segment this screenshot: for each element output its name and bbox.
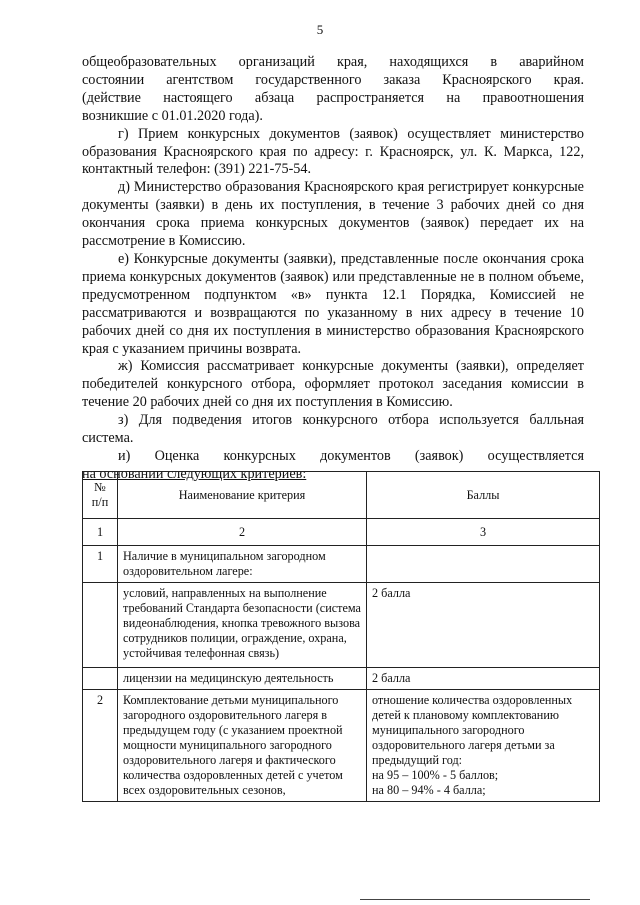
row-points [367, 546, 600, 583]
column-number: 3 [367, 519, 600, 546]
header-criterion: Наименование критерия [118, 472, 367, 519]
paragraph-d: д) Министерство образования Красноярского края регистрирует конкурсные документы (заявки) в день их поступления, в течение 3 рабочих дней со дня окончания срока приема конкурсных документов (заявок) передает их на рассмотрение в Комиссию. [82, 179, 584, 250]
table-header-row [83, 472, 600, 519]
row-number: 1 [83, 546, 118, 583]
paragraph-line: (действие настоящего абзаца распространяется на правоотношения [82, 89, 584, 106]
paragraph-line: возникшие с 01.01.2020 года). [82, 107, 263, 124]
table-row [83, 690, 600, 802]
page-number: 5 [316, 22, 324, 37]
paragraph-line: состоянии агентством государственного заказа Красноярского края. [82, 71, 584, 88]
row-number [83, 583, 118, 668]
paragraph-zh: ж) Комиссия рассматривает конкурсные документы (заявки), определяет победителей конкурсного отбора, оформляет протокол заседания комиссии в течение 20 рабочих дней со дня их поступления в Комиссию. [82, 358, 584, 411]
table-column-numbers-row [83, 519, 600, 546]
header-number: № п/п [83, 472, 118, 519]
row-criterion: Комплектование детьми муниципального загородного оздоровительного лагеря в предыдущем году (с указанием проектной мощности муниципального загородного оздоровительного лагеря и фактического количества оздоровленных детей с учетом всех оздоровительных сезонов, [118, 690, 367, 802]
column-number: 1 [83, 519, 118, 546]
row-criterion: условий, направленных на выполнение требований Стандарта безопасности (система видеонаблюдения, кнопка тревожного вызова сотрудников полиции, ограждение, охрана, устойчивая телефонная связь) [118, 583, 367, 668]
paragraph-i: и) Оценка конкурсных документов (заявок) осуществляется [118, 447, 584, 464]
paragraph-z: з) Для подведения итогов конкурсного отбора используется балльная система. [82, 412, 584, 447]
row-points: 2 балла [367, 583, 600, 668]
row-criterion: лицензии на медицинскую деятельность [118, 668, 367, 690]
points-description: отношение количества оздоровленных детей к плановому комплектованию муниципального загородного оздоровительного лагеря детьми за предыдущий год: [372, 693, 573, 767]
bottom-rule [360, 899, 590, 900]
points-scale-line: на 80 – 94% - 4 балла; [372, 783, 486, 797]
criteria-table [82, 471, 600, 802]
paragraph-e: е) Конкурсные документы (заявки), представленные после окончания срока приема конкурсных документов (заявок) или представленные не в полном объеме, предусмотренном подпунктом «в» пункта 12.1 Порядка, Комиссией не рассматриваются и возвращаются по указанному в них адресу в течение 10 рабочих дней со дня их поступления в министерство образования Красноярского края с указанием причины возврата. [82, 250, 584, 357]
points-scale-line: на 95 – 100% - 5 баллов; [372, 768, 499, 782]
underlined-text: на основании следующих критериев: [82, 465, 307, 482]
table-row [83, 583, 600, 668]
row-points: 2 балла [367, 668, 600, 690]
document-body [82, 54, 584, 484]
column-number: 2 [118, 519, 367, 546]
table-row [83, 668, 600, 690]
row-criterion: Наличие в муниципальном загородном оздоровительном лагере: [118, 546, 367, 583]
row-number [83, 668, 118, 690]
row-points [367, 690, 600, 802]
header-points: Баллы [367, 472, 600, 519]
table-row [83, 546, 600, 583]
paragraph-line: общеобразовательных организаций края, находящихся в аварийном [82, 54, 584, 70]
row-number: 2 [83, 690, 118, 802]
paragraph-g: г) Прием конкурсных документов (заявок) осуществляет министерство образования Красноярского края по адресу: г. Красноярск, ул. К. Маркса, 122, контактный телефон: (391) 221-75-54. [82, 125, 584, 178]
